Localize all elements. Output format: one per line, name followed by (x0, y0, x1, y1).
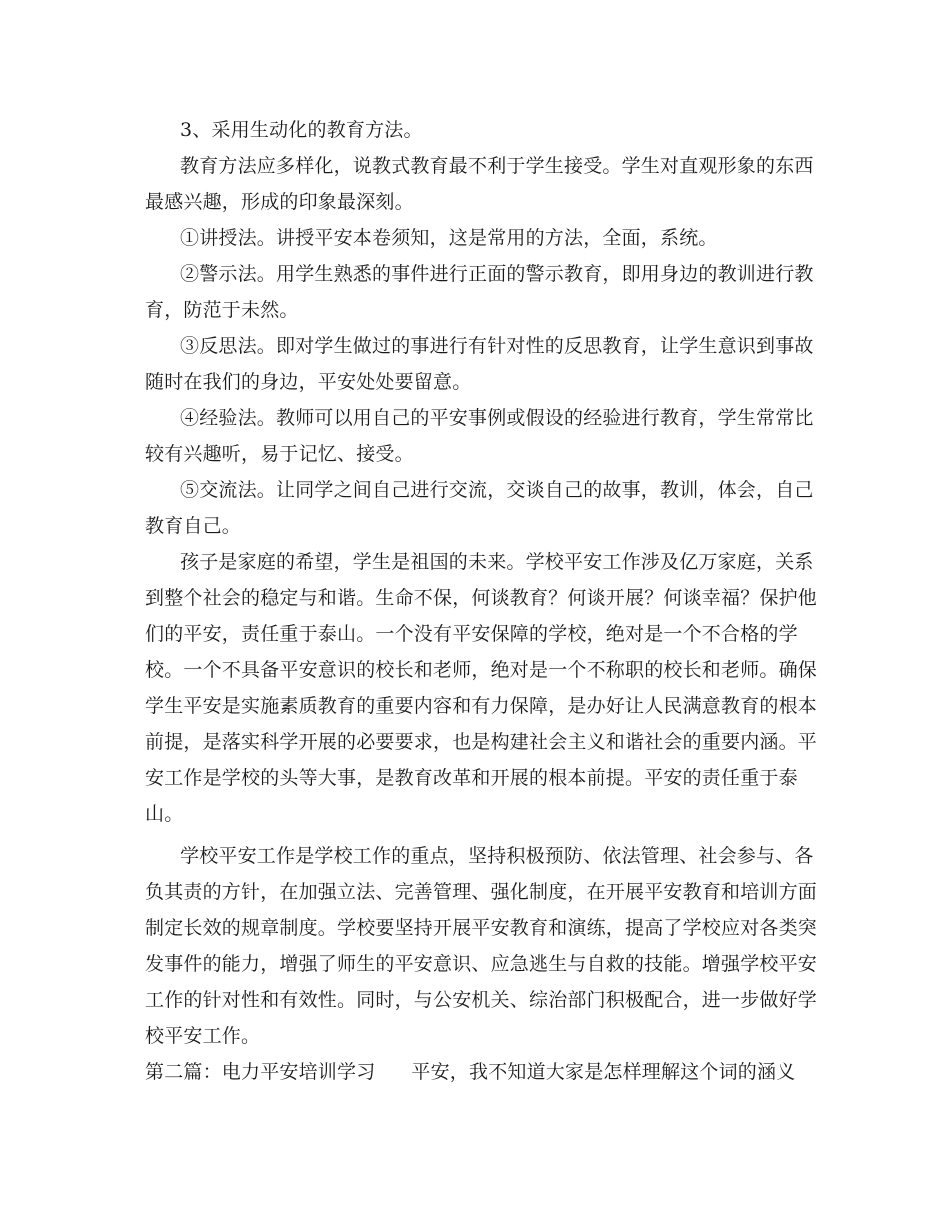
text-line: 制定长效的规章制度。学校要坚持开展平安教育和演练，提高了学校应对各类突 (145, 917, 818, 939)
text-line: 育，防范于未然。 (145, 299, 299, 321)
text-line: 山。 (145, 803, 184, 825)
section-heading-line (145, 1060, 795, 1084)
text-line: 较有兴趣听，易于记忆、接受。 (145, 443, 414, 465)
text-line: 负其责的方针，在加强立法、完善管理、强化制度，在开展平安教育和培训方面 (145, 881, 818, 903)
text-line: ⑤交流法。让同学之间自己进行交流，交谈自己的故事，教训，体会，自己 (180, 479, 814, 501)
text-line: ②警示法。用学生熟悉的事件进行正面的警示教育，即用身边的教训进行教 (180, 263, 814, 285)
text-line: 发事件的能力，增强了师生的平安意识、应急逃生与自救的技能。增强学校平安 (145, 953, 818, 975)
text-line: 安工作是学校的头等大事，是教育改革和开展的根本前提。平安的责任重于泰 (145, 767, 798, 789)
text-line: 3、采用生动化的教育方法。 (180, 119, 423, 141)
text-line: 学校平安工作是学校工作的重点，坚持积极预防、依法管理、社会参与、各 (180, 845, 814, 867)
text-line: 教育方法应多样化，说教式教育最不利于学生接受。学生对直观形象的东西 (180, 155, 814, 177)
section-intro-text: 平安，我不知道大家是怎样理解这个词的涵义 (411, 1061, 796, 1083)
text-line: 学生平安是实施素质教育的重要内容和有力保障，是办好让人民满意教育的根本 (145, 695, 818, 717)
text-line: ④经验法。教师可以用自己的平安事例或假设的经验进行教育，学生常常比 (180, 407, 814, 429)
text-line: 到整个社会的稳定与和谐。生命不保，何谈教育？何谈开展？何谈幸福？保护他 (145, 587, 818, 609)
text-line: 校平安工作。 (145, 1025, 261, 1047)
text-line: 教育自己。 (145, 515, 242, 537)
text-line: 前提，是落实科学开展的必要要求，也是构建社会主义和谐社会的重要内涵。平 (145, 731, 818, 753)
text-line: 孩子是家庭的希望，学生是祖国的未来。学校平安工作涉及亿万家庭，关系 (180, 551, 814, 573)
text-line: 们的平安，责任重于泰山。一个没有平安保障的学校，绝对是一个不合格的学 (145, 623, 798, 645)
text-line: 校。一个不具备平安意识的校长和老师，绝对是一个不称职的校长和老师。确保 (145, 659, 818, 681)
text-line: 随时在我们的身边，平安处处要留意。 (145, 371, 472, 393)
text-line: ③反思法。即对学生做过的事进行有针对性的反思教育，让学生意识到事故 (180, 335, 814, 357)
text-line: ①讲授法。讲授平安本卷须知，这是常用的方法，全面，系统。 (180, 227, 718, 249)
text-line: 工作的针对性和有效性。同时，与公安机关、综治部门积极配合，进一步做好学 (145, 989, 818, 1011)
section-heading: 第二篇：电力平安培训学习 (145, 1061, 376, 1083)
text-line: 最感兴趣，形成的印象最深刻。 (145, 191, 414, 213)
